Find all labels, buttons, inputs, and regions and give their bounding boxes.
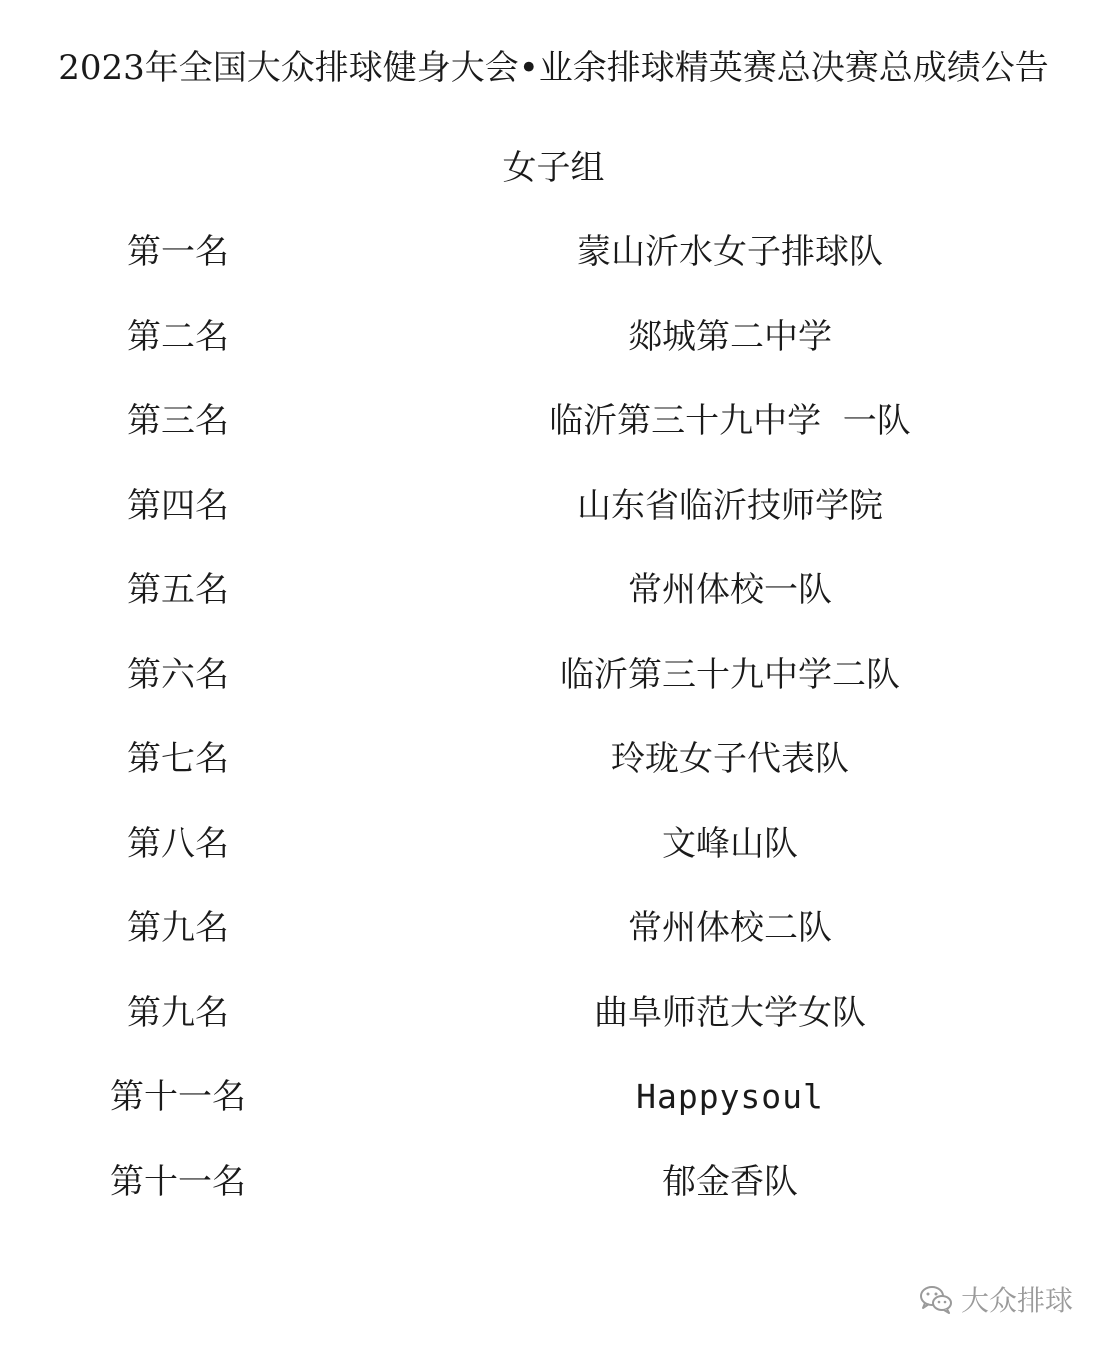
rank-label: 第一名 — [127, 232, 229, 272]
ranking-row — [0, 1154, 1107, 1239]
ranking-row — [0, 224, 1107, 309]
wechat-icon — [919, 1284, 953, 1314]
rank-label: 第四名 — [127, 485, 229, 526]
team-name: 常州体校一队 — [628, 570, 832, 610]
ranking-row — [0, 900, 1107, 985]
team-name: 玲珑女子代表队 — [611, 739, 849, 779]
team-name: Happysoul — [636, 1077, 824, 1116]
watermark-text: 大众排球 — [960, 1284, 1073, 1317]
rank-label: 第七名 — [127, 739, 229, 779]
team-name: 郯城第二中学 — [628, 316, 832, 357]
watermark — [919, 1279, 1073, 1319]
team-name: 临沂第三十九中学 一队 — [549, 401, 911, 441]
rank-label: 第十一名 — [110, 1077, 246, 1117]
team-name: 曲阜师范大学女队 — [594, 992, 866, 1033]
rank-label: 第十一名 — [110, 1161, 246, 1202]
document-title: 2023年全国大众排球健身大会•业余排球精英赛总决赛总成绩公告 — [58, 48, 1049, 88]
ranking-row — [0, 731, 1107, 816]
rank-label: 第九名 — [127, 908, 229, 948]
rankings-list — [0, 224, 1107, 1238]
rank-label: 第二名 — [127, 316, 229, 357]
rank-label: 第九名 — [127, 992, 229, 1033]
ranking-row — [0, 393, 1107, 478]
team-name: 郁金香队 — [662, 1161, 798, 1202]
team-name: 临沂第三十九中学二队 — [560, 654, 900, 695]
team-name: 山东省临沂技师学院 — [577, 485, 883, 526]
team-name: 文峰山队 — [662, 823, 798, 864]
ranking-row — [0, 309, 1107, 394]
rank-label: 第八名 — [127, 823, 229, 864]
team-name: 蒙山沂水女子排球队 — [577, 232, 883, 272]
ranking-row — [0, 985, 1107, 1070]
ranking-row — [0, 478, 1107, 563]
ranking-row — [0, 562, 1107, 647]
team-name: 常州体校二队 — [628, 908, 832, 948]
ranking-row — [0, 1069, 1107, 1154]
group-heading: 女子组 — [502, 148, 605, 188]
ranking-row — [0, 816, 1107, 901]
rank-label: 第三名 — [127, 401, 229, 441]
rank-label: 第五名 — [127, 570, 229, 610]
rank-label: 第六名 — [127, 654, 229, 695]
ranking-row — [0, 647, 1107, 732]
